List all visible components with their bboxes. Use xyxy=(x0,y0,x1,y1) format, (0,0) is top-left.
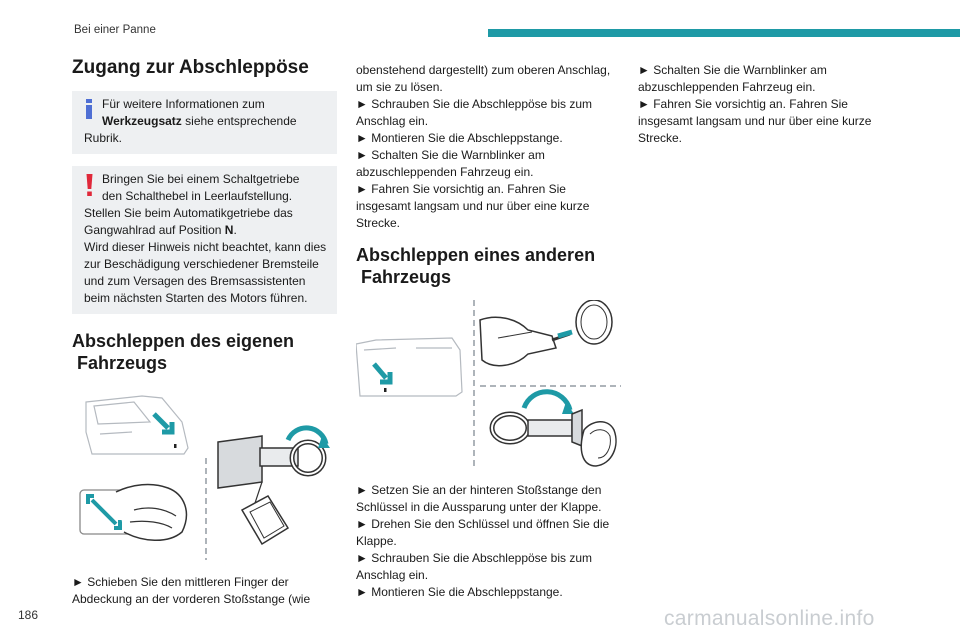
middle2-step-line-3: ► Drehen Sie den Schlüssel und öffnen Sie die xyxy=(356,517,610,531)
middle-step-line-7: abzuschleppenden Fahrzeug ein. xyxy=(356,165,534,179)
info-icon xyxy=(86,99,92,122)
right-step-line-5: Strecke. xyxy=(638,131,683,145)
middle2-step-line-5: ► Schrauben Sie die Abschleppöse bis zum xyxy=(356,551,593,565)
right-step-line-4: insgesamt langsam und nur über eine kurze xyxy=(638,114,872,128)
middle-step-line-9: insgesamt langsam und nur über eine kurze xyxy=(356,199,590,213)
warning-line-1: Bringen Sie bei einem Schaltgetriebe xyxy=(102,172,300,186)
middle2-step-line-6: Anschlag ein. xyxy=(356,568,429,582)
page-number: 186 xyxy=(18,608,39,622)
front-tow-eye-illustration xyxy=(72,392,337,560)
warning-line-5: Wird dieser Hinweis nicht beachtet, kann dies xyxy=(84,240,327,254)
finger-cover-icon xyxy=(80,485,186,541)
warning-note xyxy=(72,166,337,314)
warning-line-7: und zum Versagen des Bremsassistenten xyxy=(84,274,306,288)
middle-step-line-5: ► Montieren Sie die Abschleppstange. xyxy=(356,131,563,145)
page-title: Zugang zur Abschleppöse xyxy=(72,57,309,78)
middle-steps xyxy=(356,62,621,232)
section-heading-other-line-1: Abschleppen eines anderen xyxy=(356,245,596,265)
info-line-2-rest: siehe entsprechende xyxy=(181,114,297,128)
warning-line-2: den Schalthebel in Leerlaufstellung. xyxy=(102,189,293,203)
left-steps xyxy=(72,574,337,608)
warning-line-4-pre: Gangwahlrad auf Position xyxy=(84,223,225,237)
section-heading-other-line-2: Fahrzeugs xyxy=(361,267,452,287)
warning-line-6: zur Beschädigung verschiedener Bremsteile xyxy=(84,257,319,271)
info-line-3: Rubrik. xyxy=(84,131,123,145)
middle-step-line-8: ► Fahren Sie vorsichtig an. Fahren Sie xyxy=(356,182,566,196)
section-heading-own-line-2: Fahrzeugs xyxy=(77,353,168,373)
right-step-line-3: ► Fahren Sie vorsichtig an. Fahren Sie xyxy=(638,97,848,111)
left-step-line-2: Abdeckung an der vorderen Stoßstange (wie xyxy=(72,592,311,606)
section-heading-own-line-1: Abschleppen des eigenen xyxy=(72,331,295,351)
right-step-line-2: abzuschleppenden Fahrzeug ein. xyxy=(638,80,816,94)
info-note xyxy=(72,91,337,154)
info-line-2 xyxy=(84,113,327,130)
section-heading-own-vehicle xyxy=(72,330,337,374)
left-column xyxy=(72,55,337,608)
middle-step-line-4: Anschlag ein. xyxy=(356,114,429,128)
front-tow-eye-drawing xyxy=(72,392,337,560)
rear-tow-eye-illustration xyxy=(356,300,621,470)
warning-line-4 xyxy=(84,222,327,239)
van-rear-icon xyxy=(356,338,462,396)
middle-steps-2 xyxy=(356,482,621,601)
warning-gear-n: N xyxy=(224,223,234,237)
middle-step-line-3: ► Schrauben Sie die Abschleppöse bis zum xyxy=(356,97,593,111)
rear-tow-eye-drawing xyxy=(356,300,621,470)
middle-column xyxy=(356,62,621,601)
middle2-step-line-4: Klappe. xyxy=(356,534,397,548)
middle-step-line-1: obenstehend dargestellt) zum oberen Anschlag, xyxy=(356,63,611,77)
middle2-step-line-2: Schlüssel in die Aussparung unter der Klappe. xyxy=(356,500,602,514)
warning-icon xyxy=(86,174,93,199)
middle2-step-line-1: ► Setzen Sie an der hinteren Stoßstange den xyxy=(356,483,602,497)
key-flap-icon xyxy=(480,300,612,366)
warning-line-3: Stellen Sie beim Automatikgetriebe das xyxy=(84,206,293,220)
info-bold-term: Werkzeugsatz xyxy=(102,114,182,128)
right-step-line-1: ► Schalten Sie die Warnblinker am xyxy=(638,63,827,77)
right-steps xyxy=(638,62,903,147)
middle-step-line-10: Strecke. xyxy=(356,216,401,230)
section-heading-other-vehicle xyxy=(356,244,621,288)
watermark: carmanualsonline.info xyxy=(664,607,875,630)
right-column xyxy=(638,62,903,147)
middle-step-line-6: ► Schalten Sie die Warnblinker am xyxy=(356,148,545,162)
tow-eye-icon xyxy=(218,428,330,544)
warning-line-4-post: . xyxy=(233,223,237,237)
header-section-label: Bei einer Panne xyxy=(74,24,156,36)
info-line-1: Für weitere Informationen zum xyxy=(102,97,265,111)
header-accent-bar xyxy=(488,29,960,37)
middle-step-line-2: um sie zu lösen. xyxy=(356,80,443,94)
warning-line-8: beim nächsten Starten des Motors führen. xyxy=(84,291,308,305)
middle2-step-line-7: ► Montieren Sie die Abschleppstange. xyxy=(356,585,563,599)
rear-tow-eye-icon xyxy=(492,392,616,466)
left-step-line-1: ► Schieben Sie den mittleren Finger der xyxy=(72,575,289,589)
